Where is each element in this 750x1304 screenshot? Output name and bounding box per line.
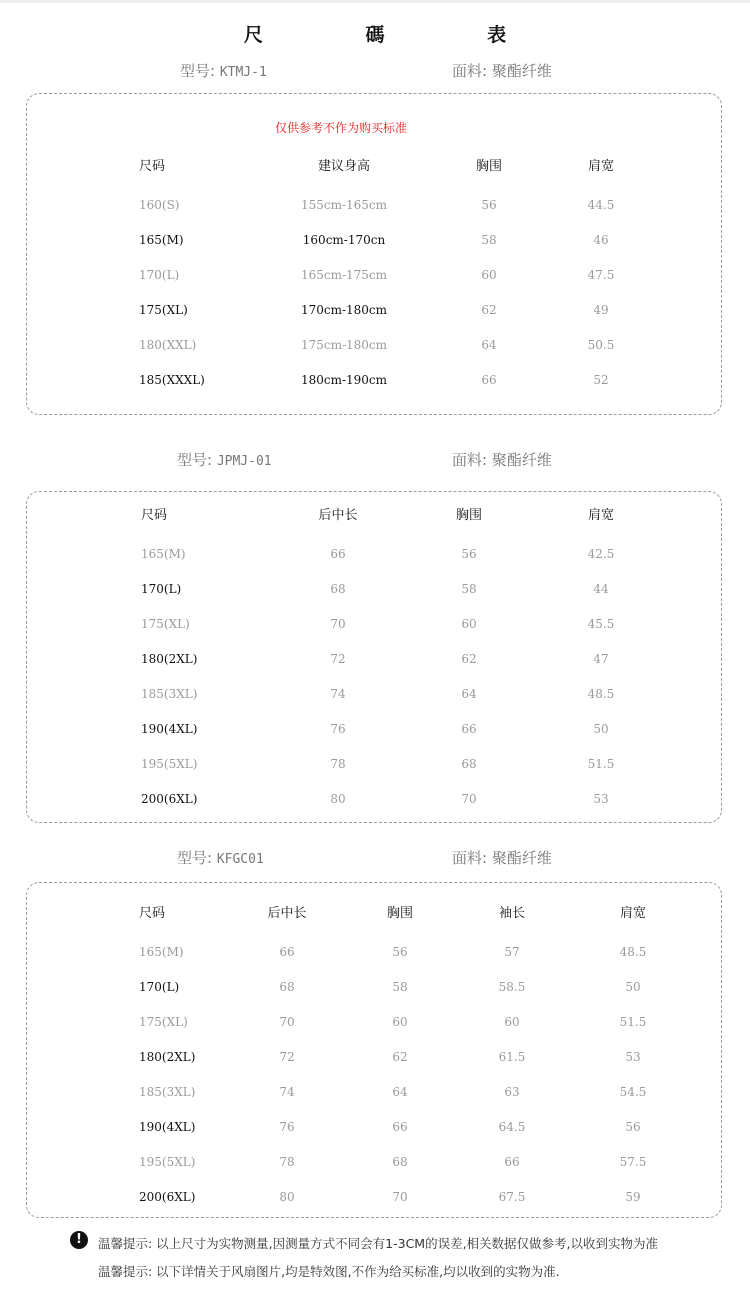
model-label: 型号: xyxy=(180,62,220,80)
measurement-cell: 63 xyxy=(504,1085,520,1099)
model-code: KTMJ-1 xyxy=(219,65,267,80)
measurement-cell: 58 xyxy=(461,582,477,596)
measurement-cell: 59 xyxy=(625,1190,641,1204)
measurement-cell: 66 xyxy=(461,722,477,736)
measurement-cell: 50 xyxy=(625,980,641,994)
size-cell: 160(S) xyxy=(139,198,180,212)
size-cell: 195(5XL) xyxy=(139,1155,196,1169)
model-label: 型号: xyxy=(177,849,217,867)
measurement-cell: 46 xyxy=(593,233,609,247)
size-cell: 180(XXL) xyxy=(139,338,197,352)
column-header: 尺码 xyxy=(141,508,168,523)
measurement-cell: 78 xyxy=(279,1155,295,1169)
measurement-cell: 58 xyxy=(392,980,408,994)
column-header: 尺码 xyxy=(139,906,166,921)
tip-line-2: 温馨提示: 以下详情关于风扇图片,均是特效图,不作为给买标准,均以收到的实物为准. xyxy=(98,1264,560,1279)
measurement-cell: 68 xyxy=(461,757,477,771)
measurement-cell: 165cm-175cm xyxy=(300,268,388,282)
measurement-cell: 74 xyxy=(330,687,346,701)
measurement-cell: 56 xyxy=(625,1120,641,1134)
size-cell: 185(3XL) xyxy=(141,687,198,701)
measurement-cell: 47.5 xyxy=(587,268,615,282)
size-cell: 165(M) xyxy=(141,547,186,561)
size-cell: 165(M) xyxy=(139,945,184,959)
size-cell: 190(4XL) xyxy=(139,1120,196,1134)
measurement-cell: 76 xyxy=(330,722,346,736)
model-code: KFGC01 xyxy=(216,852,264,867)
measurement-cell: 60 xyxy=(504,1015,520,1029)
material-info-1 xyxy=(452,60,552,81)
measurement-cell: 76 xyxy=(279,1120,295,1134)
column-header: 肩宽 xyxy=(619,906,647,921)
size-cell: 165(M) xyxy=(139,233,184,247)
material-value: 聚酯纤维 xyxy=(491,62,552,80)
measurement-cell: 68 xyxy=(330,582,346,596)
measurement-cell: 54.5 xyxy=(619,1085,647,1099)
model-info-3 xyxy=(177,847,264,868)
size-cell: 200(6XL) xyxy=(139,1190,196,1204)
measurement-cell: 72 xyxy=(279,1050,295,1064)
measurement-cell: 170cm-180cm xyxy=(300,303,388,317)
measurement-cell: 64 xyxy=(461,687,477,701)
measurement-cell: 80 xyxy=(330,792,346,806)
size-cell: 180(2XL) xyxy=(139,1050,196,1064)
measurement-cell: 62 xyxy=(392,1050,408,1064)
size-cell: 175(XL) xyxy=(141,617,190,631)
column-header: 尺码 xyxy=(139,159,166,174)
exclamation-icon: ! xyxy=(70,1231,88,1249)
model-info-1 xyxy=(180,60,267,81)
model-label: 型号: xyxy=(177,451,217,469)
measurement-cell: 155cm-165cm xyxy=(300,198,388,212)
measurement-cell: 66 xyxy=(392,1120,408,1134)
measurement-cell: 66 xyxy=(279,945,295,959)
material-info-2 xyxy=(452,449,552,470)
measurement-cell: 70 xyxy=(330,617,346,631)
material-value: 聚酯纤维 xyxy=(491,451,552,469)
column-header: 胸围 xyxy=(386,906,414,921)
column-header: 肩宽 xyxy=(587,508,615,523)
size-cell: 175(XL) xyxy=(139,1015,188,1029)
measurement-cell: 51.5 xyxy=(587,757,615,771)
size-cell: 200(6XL) xyxy=(141,792,198,806)
size-cell: 170(L) xyxy=(139,980,180,994)
material-label: 面料: xyxy=(452,62,492,80)
measurement-cell: 42.5 xyxy=(587,547,615,561)
size-cell: 195(5XL) xyxy=(141,757,198,771)
size-cell: 180(2XL) xyxy=(141,652,198,666)
measurement-cell: 48.5 xyxy=(587,687,615,701)
measurement-cell: 66 xyxy=(481,373,497,387)
measurement-cell: 61.5 xyxy=(498,1050,526,1064)
measurement-cell: 53 xyxy=(625,1050,641,1064)
column-header: 后中长 xyxy=(318,508,358,523)
material-label: 面料: xyxy=(452,849,492,867)
column-header: 胸围 xyxy=(475,159,503,174)
measurement-cell: 45.5 xyxy=(587,617,615,631)
measurement-cell: 44.5 xyxy=(587,198,615,212)
measurement-cell: 66 xyxy=(330,547,346,561)
measurement-cell: 53 xyxy=(593,792,609,806)
material-label: 面料: xyxy=(452,451,492,469)
size-table-2 xyxy=(26,491,722,823)
measurement-cell: 50 xyxy=(593,722,609,736)
size-table-3 xyxy=(26,882,722,1218)
column-header: 胸围 xyxy=(455,508,483,523)
measurement-cell: 67.5 xyxy=(498,1190,526,1204)
measurement-cell: 57.5 xyxy=(619,1155,647,1169)
measurement-cell: 56 xyxy=(481,198,497,212)
measurement-cell: 70 xyxy=(279,1015,295,1029)
measurement-cell: 66 xyxy=(504,1155,520,1169)
material-value: 聚酯纤维 xyxy=(491,849,552,867)
measurement-cell: 70 xyxy=(461,792,477,806)
measurement-cell: 51.5 xyxy=(619,1015,647,1029)
size-cell: 170(L) xyxy=(141,582,182,596)
size-cell: 185(XXXL) xyxy=(139,373,205,387)
column-header: 袖长 xyxy=(498,906,526,921)
measurement-cell: 47 xyxy=(593,652,609,666)
material-info-3 xyxy=(452,847,552,868)
measurement-cell: 58.5 xyxy=(498,980,526,994)
measurement-cell: 57 xyxy=(504,945,520,959)
column-header: 建议身高 xyxy=(317,159,371,174)
model-code: JPMJ-01 xyxy=(216,454,272,469)
measurement-cell: 175cm-180cm xyxy=(300,338,388,352)
measurement-cell: 180cm-190cm xyxy=(300,373,388,387)
tip-line-1: 温馨提示: 以上尺寸为实物测量,因测量方式不同会有1-3CM的误差,相关数据仅做参考,以收到实物为准 xyxy=(98,1236,659,1251)
size-cell: 175(XL) xyxy=(139,303,188,317)
measurement-cell: 74 xyxy=(279,1085,295,1099)
measurement-cell: 60 xyxy=(392,1015,408,1029)
measurement-cell: 56 xyxy=(461,547,477,561)
measurement-cell: 160cm-170cn xyxy=(302,233,386,247)
measurement-cell: 64 xyxy=(392,1085,408,1099)
size-table-1 xyxy=(26,93,722,415)
size-cell: 190(4XL) xyxy=(141,722,198,736)
measurement-cell: 56 xyxy=(392,945,408,959)
measurement-cell: 60 xyxy=(461,617,477,631)
measurement-cell: 64 xyxy=(481,338,497,352)
measurement-cell: 68 xyxy=(392,1155,408,1169)
measurement-cell: 78 xyxy=(330,757,346,771)
page-title: 尺 碼 表 xyxy=(243,24,555,46)
measurement-cell: 72 xyxy=(330,652,346,666)
measurement-cell: 44 xyxy=(593,582,609,596)
measurement-cell: 80 xyxy=(279,1190,295,1204)
measurement-cell: 48.5 xyxy=(619,945,647,959)
measurement-cell: 62 xyxy=(461,652,477,666)
top-divider xyxy=(0,0,750,3)
measurement-cell: 52 xyxy=(593,373,609,387)
measurement-cell: 58 xyxy=(481,233,497,247)
size-cell: 185(3XL) xyxy=(139,1085,196,1099)
size-cell: 170(L) xyxy=(139,268,180,282)
measurement-cell: 62 xyxy=(481,303,497,317)
measurement-cell: 68 xyxy=(279,980,295,994)
measurement-cell: 70 xyxy=(392,1190,408,1204)
column-header: 后中长 xyxy=(267,906,307,921)
measurement-cell: 50.5 xyxy=(587,338,615,352)
reference-note: 仅供参考不作为购买标准 xyxy=(275,121,408,135)
column-header: 肩宽 xyxy=(587,159,615,174)
measurement-cell: 60 xyxy=(481,268,497,282)
model-info-2 xyxy=(177,449,272,470)
measurement-cell: 49 xyxy=(593,303,609,317)
measurement-cell: 64.5 xyxy=(498,1120,526,1134)
